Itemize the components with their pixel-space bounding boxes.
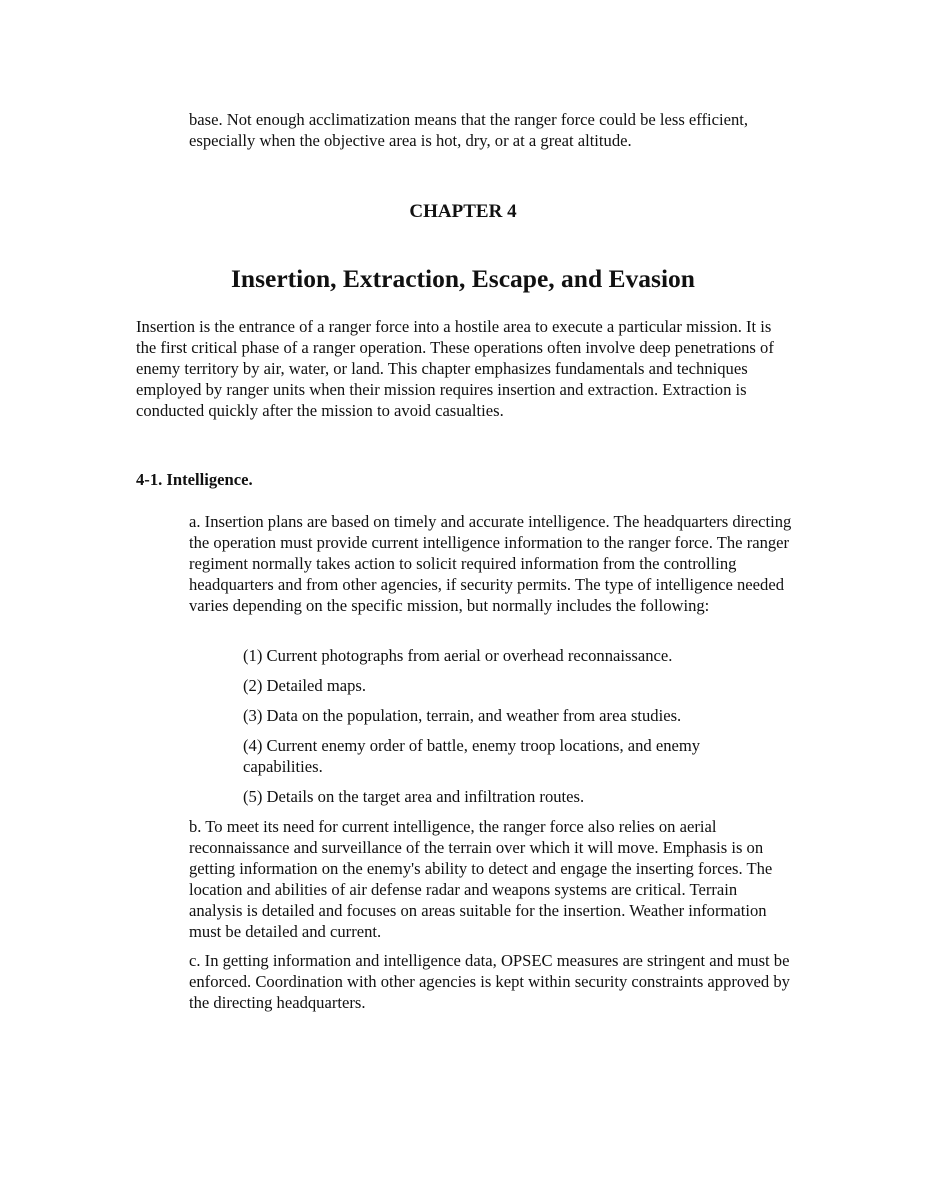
list-item: (4) Current enemy order of battle, enemy troop locations, and enemy capabilities. [243,736,701,776]
paragraph-c: c. In getting information and intelligence data, OPSEC measures are stringent and must be enforced. Coordination with other agencies is kept within security constraints approved by the directing headquarters. [189,951,790,1012]
list-item: (3) Data on the population, terrain, and weather from area studies. [243,706,682,725]
continuation-paragraph: base. Not enough acclimatization means that the ranger force could be less efficient, especially when the objective area is hot, dry, or at a great altitude. [189,110,749,150]
section-heading: 4-1. Intelligence. [136,470,253,489]
list-item: (5) Details on the target area and infiltration routes. [243,787,585,806]
intro-paragraph: Insertion is the entrance of a ranger force into a hostile area to execute a particular mission. It is the first critical phase of a ranger operation. These operations often involve deep penetrations of enemy territory by air, water, or land. This chapter emphasizes fundamentals and techniques employed by ranger units when their mission requires insertion and extraction. Extraction is conducted quickly after the mission to avoid casualties. [136,317,774,420]
paragraph-b: b. To meet its need for current intelligence, the ranger force also relies on aerial reconnaissance and surveillance of the terrain over which it will move. Emphasis is on getting information on the enemy's ability to detect and engage the inserting forces. The location and abilities of air defense radar and weapons systems are critical. Terrain analysis is detailed and focuses on areas suitable for the insertion. Weather information must be detailed and current. [189,817,773,941]
paragraph-a: a. Insertion plans are based on timely and accurate intelligence. The headquarters directing the operation must provide current intelligence information to the ranger force. The ranger regiment normally takes action to solicit required information from the controlling headquarters and from other agencies, if security permits. The type of intelligence needed varies depending on the specific mission, but normally includes the following: [189,512,792,615]
list-item: (1) Current photographs from aerial or overhead reconnaissance. [243,646,673,665]
chapter-label: CHAPTER 4 [409,201,517,222]
chapter-title: Insertion, Extraction, Escape, and Evasion [230,264,695,293]
list-item: (2) Detailed maps. [243,676,367,695]
